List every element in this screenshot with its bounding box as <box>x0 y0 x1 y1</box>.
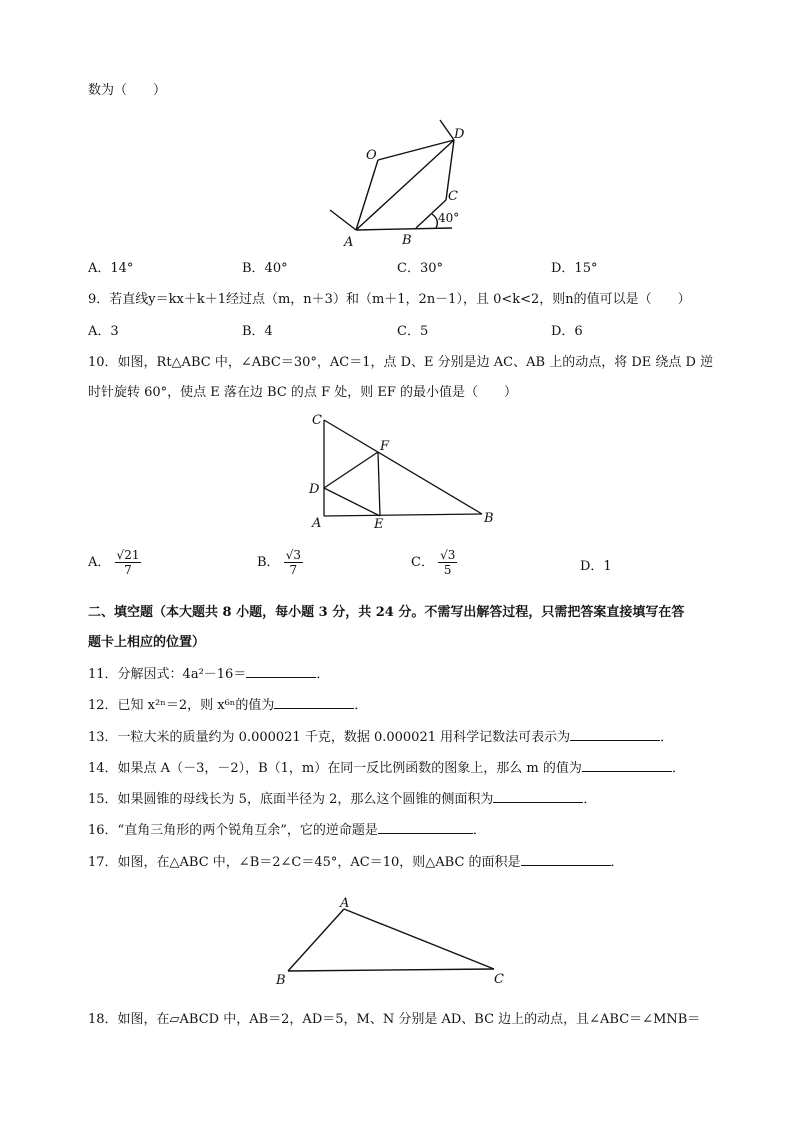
q17-label-a: A <box>340 896 350 911</box>
q8-option-c: C．30° <box>397 261 443 276</box>
q15-answer-blank <box>493 790 583 803</box>
q10-option-b-letter: B． <box>257 555 280 570</box>
q8-label-o: O <box>366 148 377 163</box>
q11-prompt: 11．分解因式：4a²－16＝ <box>88 667 247 682</box>
section2-heading-line2: 题卡上相应的位置） <box>88 635 206 650</box>
q10-option-a <box>88 548 141 577</box>
q15-prompt: 15．如果圆锥的母线长为 5，底面半径为 2，那么这个圆锥的侧面积为 <box>88 792 494 807</box>
q9-option-a: A．3 <box>88 324 119 339</box>
q9-option-b: B．4 <box>242 324 273 339</box>
q8-label-angle: 40° <box>438 211 460 225</box>
q16-answer-blank <box>378 821 473 834</box>
q13-text <box>88 728 673 747</box>
q10-option-a-fraction <box>115 548 142 577</box>
q10-option-c <box>411 548 457 577</box>
q10-option-b-denominator: 7 <box>289 563 298 577</box>
q10-option-b-numerator: √ 3 <box>284 548 303 563</box>
q8-label-c: C <box>448 189 458 204</box>
q10-option-c-letter: C． <box>411 555 434 570</box>
q8-option-a: A．14° <box>88 261 134 276</box>
q8-text-tail: 数为（ ） <box>88 83 167 98</box>
q8-label-d: D <box>454 127 465 142</box>
q17-text <box>88 853 624 872</box>
q18-text: 18．如图，在▱ABCD 中，AB＝2，AD＝5，M、N 分别是 AD、BC 边上的动点，且∠ABC＝∠MNB＝ <box>88 1012 701 1027</box>
section2-heading-line1: 二、填空题（本大题共 8 小题，每小题 3 分，共 24 分。不需写出解答过程，只需把答案直接填写在答 <box>88 605 685 620</box>
q14-prompt: 14．如果点 A（－3，－2），B（1，m）在同一反比例函数的图象上，那么 m 的值为 <box>88 761 582 776</box>
q12-prompt: 12．已知 x²ⁿ＝2，则 x⁶ⁿ的值为 <box>88 698 275 713</box>
q10-option-a-denominator: 7 <box>124 563 132 577</box>
q10-option-d: D．1 <box>580 559 612 574</box>
q10-text-line1: 10．如图，Rt△ABC 中，∠ABC＝30°，AC＝1，点 D、E 分别是边 AC、AB 上的动点，将 DE 绕点 D 逆 <box>88 355 714 370</box>
q10-label-f: F <box>380 439 390 454</box>
q15-text <box>88 790 596 809</box>
q17-label-b: B <box>276 973 286 988</box>
q10-option-a-numerator: √ 21 <box>115 548 142 563</box>
q12-period: ． <box>354 698 368 713</box>
q8-option-b: B．40° <box>242 261 288 276</box>
q10-option-c-denominator: 5 <box>443 563 452 577</box>
q10-option-a-letter: A． <box>88 555 111 570</box>
q10-label-e: E <box>374 517 384 532</box>
q11-text <box>88 665 329 684</box>
q13-prompt: 13．一粒大米的质量约为 0.000021 千克，数据 0.000021 用科学记数法可表示为 <box>88 730 571 745</box>
q8-label-a: A <box>344 235 354 250</box>
q10-figure <box>304 410 504 535</box>
q15-period: ． <box>583 792 597 807</box>
q16-period: ． <box>472 823 486 838</box>
q9-option-d: D．6 <box>551 324 583 339</box>
q13-answer-blank <box>570 728 660 741</box>
q11-period: ． <box>316 667 330 682</box>
q12-answer-blank <box>274 696 354 709</box>
q10-label-b: B <box>484 511 494 526</box>
q10-text-line2: 时针旋转 60°，使点 E 落在边 BC 的点 F 处，则 EF 的最小值是（ ） <box>88 385 517 400</box>
q10-label-d: D <box>309 482 320 497</box>
q11-answer-blank <box>246 665 316 678</box>
q8-option-d: D．15° <box>551 261 598 276</box>
q8-label-b: B <box>402 233 412 248</box>
q16-text <box>88 821 486 840</box>
q14-answer-blank <box>582 759 672 772</box>
q14-period: ． <box>671 761 685 776</box>
q9-option-c: C．5 <box>397 324 429 339</box>
q17-period: ． <box>610 855 624 870</box>
q17-answer-blank <box>521 853 611 866</box>
q14-text <box>88 759 685 778</box>
q10-option-c-fraction <box>438 548 457 577</box>
q12-text <box>88 696 367 715</box>
q17-label-c: C <box>494 972 504 987</box>
q10-label-c: C <box>312 413 322 428</box>
q17-figure <box>272 893 512 988</box>
q16-prompt: 16．“直角三角形的两个锐角互余”，它的逆命题是 <box>88 823 378 838</box>
q10-option-b <box>257 548 303 577</box>
q10-option-b-fraction <box>284 548 303 577</box>
q8-figure <box>320 112 500 252</box>
q10-option-c-numerator: √ 3 <box>438 548 457 563</box>
q17-prompt: 17．如图，在△ABC 中，∠B＝2∠C＝45°，AC＝10，则△ABC 的面积是 <box>88 855 521 870</box>
q13-period: ． <box>660 730 674 745</box>
q9-text: 9．若直线y＝kx＋k＋1经过点（m，n＋3）和（m＋1，2n－1），且 0<k<2，则n的值可以是（ ） <box>88 292 691 307</box>
q10-label-a: A <box>312 516 322 531</box>
